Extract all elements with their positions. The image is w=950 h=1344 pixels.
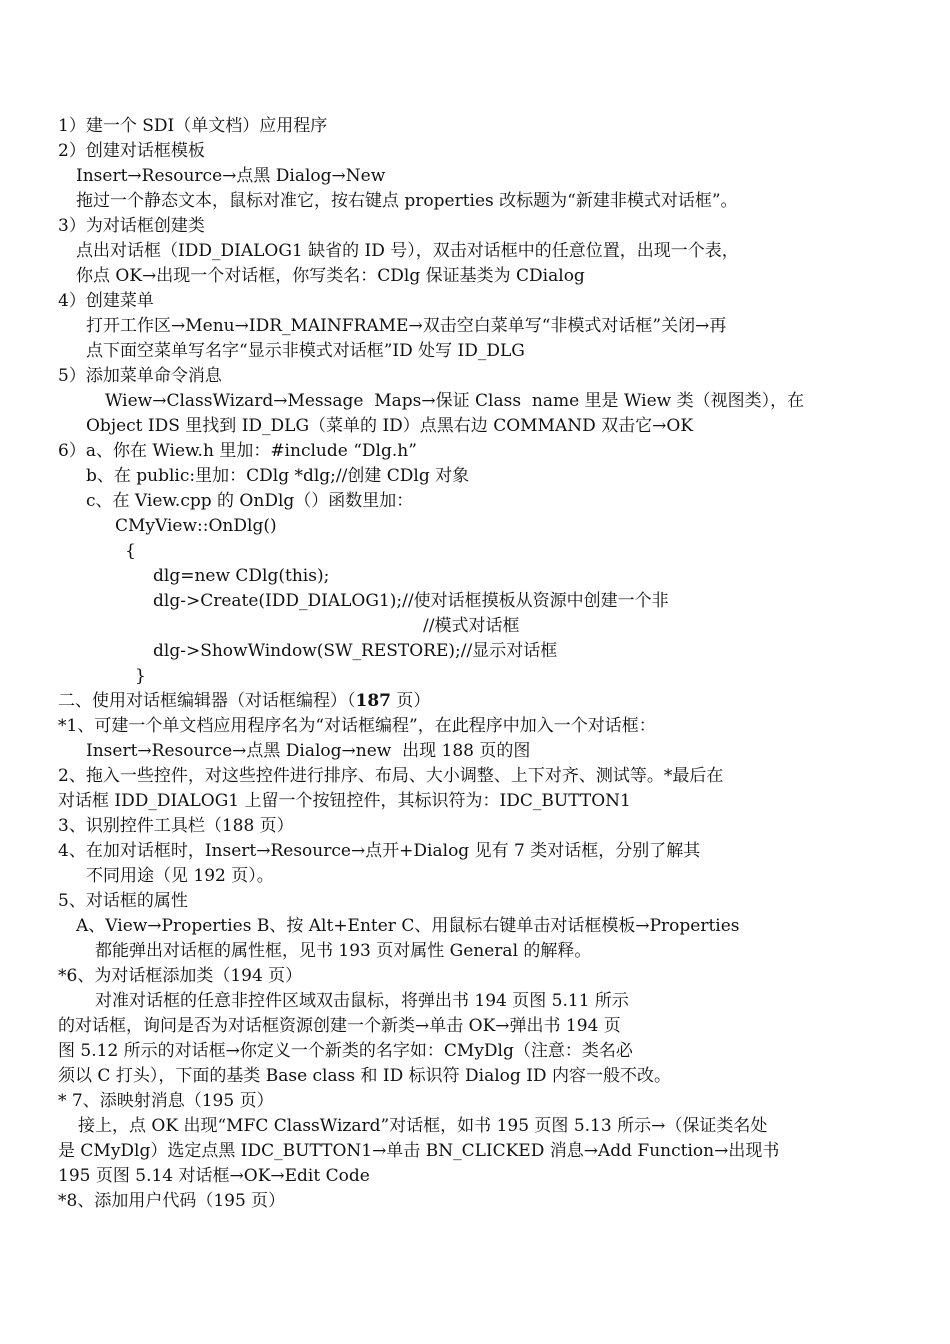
text-line: 打开工作区→Menu→IDR_MAINFRAME→双击空白菜单写“非模式对话框”关闭→再 [86, 316, 727, 336]
code-line: dlg->ShowWindow(SW_RESTORE);//显示对话框 [153, 641, 558, 661]
text-line: b、在 public:里加：CDlg *dlg;//创建 CDlg 对象 [86, 466, 470, 486]
text-line: * 7、添映射消息（195 页） [58, 1091, 274, 1111]
text-line: 点出对话框（IDD_DIALOG1 缺省的 ID 号），双击对话框中的任意位置，出现一个表， [76, 241, 739, 261]
section-2-heading [58, 690, 430, 712]
code-line: dlg->Create(IDD_DIALOG1);//使对话框摸板从资源中创建一个非 [153, 591, 669, 611]
step-6-title: 6）a、你在 Wiew.h 里加：#include “Dlg.h” [58, 441, 417, 461]
text-line: 195 页图 5.14 对话框→OK→Edit Code [58, 1166, 370, 1186]
text-line: Insert→Resource→点黑 Dialog→new 出现 188 页的图 [86, 741, 531, 761]
text-line: *1、可建一个单文档应用程序名为“对话框编程”，在此程序中加入一个对话框： [58, 716, 656, 736]
heading-text: 二、使用对话框编辑器（对话框编程）（ [58, 691, 356, 711]
text-line: 是 CMyDlg）选定点黑 IDC_BUTTON1→单击 BN_CLICKED 消息→Add Function→出现书 [58, 1141, 780, 1161]
text-line: c、在 View.cpp 的 OnDlg（）函数里加： [86, 491, 414, 511]
heading-suffix: 页） [391, 691, 431, 711]
text-line: *8、添加用户代码（195 页） [58, 1191, 286, 1211]
text-line: 4、在加对话框时，Insert→Resource→点开+Dialog 见有 7 类对话框，分别了解其 [58, 841, 701, 861]
text-line: 都能弹出对话框的属性框，见书 193 页对属性 General 的解释。 [95, 941, 592, 961]
text-line: Insert→Resource→点黑 Dialog→New [76, 166, 386, 186]
step-2-title: 2）创建对话框模板 [58, 141, 205, 161]
text-line: Object IDS 里找到 ID_DLG（菜单的 ID）点黑右边 COMMAND 双击它→OK [86, 416, 694, 436]
text-line: 须以 C 打头），下面的基类 Base class 和 ID 标识符 Dialog ID 内容一般不改。 [58, 1066, 671, 1086]
text-line: 对准对话框的任意非控件区域双击鼠标，将弹出书 194 页图 5.11 所示 [95, 991, 629, 1011]
text-line: 接上，点 OK 出现“MFC ClassWizard”对话框，如书 195 页图 5.13 所示→（保证类名处 [78, 1116, 768, 1136]
step-1-line: 1）建一个 SDI（单文档）应用程序 [58, 116, 328, 136]
text-line: 图 5.12 所示的对话框→你定义一个新类的名字如：CMyDlg（注意：类名必 [58, 1041, 633, 1061]
code-line: CMyView::OnDlg() [115, 516, 277, 536]
text-line: A、View→Properties B、按 Alt+Enter C、用鼠标右键单击对话框模板→Properties [76, 916, 740, 936]
step-5-title: 5）添加菜单命令消息 [58, 366, 222, 386]
text-line: Wiew→ClassWizard→Message Maps→保证 Class name 里是 Wiew 类（视图类），在 [105, 391, 805, 411]
text-line: 2、拖入一些控件，对这些控件进行排序、布局、大小调整、上下对齐、测试等。*最后在 [58, 766, 724, 786]
text-line: 5、对话框的属性 [58, 891, 188, 911]
text-line: 拖过一个静态文本，鼠标对准它，按右键点 properties 改标题为“新建非模式对话框”。 [76, 191, 738, 211]
text-line: *6、为对话框添加类（194 页） [58, 966, 303, 986]
text-line: 的对话框，询问是否为对话框资源创建一个新类→单击 OK→弹出书 194 页 [58, 1016, 621, 1036]
page-number: 187 [355, 691, 391, 711]
code-line: //模式对话框 [423, 616, 520, 636]
code-line: dlg=new CDlg(this); [153, 566, 330, 586]
step-4-title: 4）创建菜单 [58, 291, 154, 311]
text-line: 3、识别控件工具栏（188 页） [58, 816, 294, 836]
step-3-title: 3）为对话框创建类 [58, 216, 205, 236]
code-line: } [135, 666, 146, 686]
text-line: 不同用途（见 192 页）。 [86, 866, 274, 886]
code-line: { [125, 541, 136, 561]
text-line: 对话框 IDD_DIALOG1 上留一个按钮控件，其标识符为：IDC_BUTTON1 [58, 791, 631, 811]
text-line: 点下面空菜单写名字“显示非模式对话框”ID 处写 ID_DLG [86, 341, 525, 361]
text-line: 你点 OK→出现一个对话框，你写类名：CDlg 保证基类为 CDialog [76, 266, 585, 286]
